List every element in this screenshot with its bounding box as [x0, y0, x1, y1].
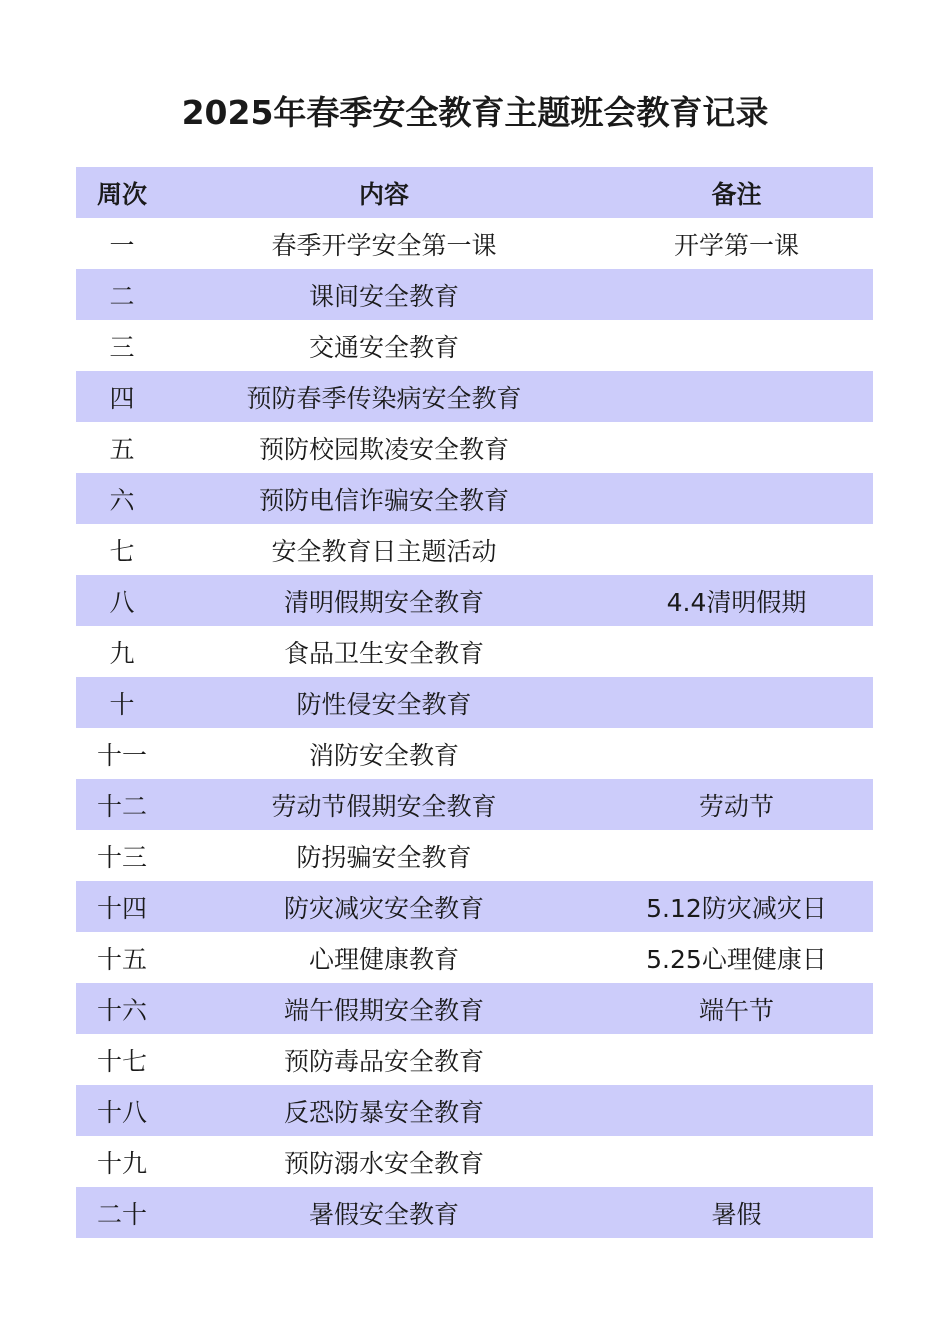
- table-row: [76, 932, 873, 983]
- table-row: [76, 473, 873, 524]
- row-content-cell: 防拐骗安全教育: [296, 842, 472, 872]
- row-week-cell: 十六: [96, 995, 147, 1025]
- table-row: [76, 830, 873, 881]
- table-row: [76, 983, 873, 1034]
- row-content-cell: 防性侵安全教育: [296, 689, 472, 719]
- table-row: [76, 1187, 873, 1238]
- row-note-cell: 暑假: [711, 1199, 762, 1229]
- row-week-cell: 十二: [96, 791, 147, 821]
- row-week-cell: 十: [109, 689, 135, 719]
- row-content-cell: 端午假期安全教育: [283, 995, 484, 1025]
- row-week-cell: 十四: [96, 893, 147, 923]
- table-row: [76, 422, 873, 473]
- row-content-cell: 交通安全教育: [308, 332, 459, 362]
- table-row: [76, 626, 873, 677]
- header-note: 备注: [711, 179, 762, 209]
- header-content: 内容: [358, 179, 409, 209]
- row-content-cell: 反恐防暴安全教育: [283, 1097, 484, 1127]
- row-week-cell: 十九: [96, 1148, 147, 1178]
- row-content-cell: 心理健康教育: [308, 944, 459, 974]
- row-content-cell: 防灾减灾安全教育: [283, 893, 484, 923]
- row-content-cell: 预防春季传染病安全教育: [246, 383, 522, 413]
- table-row: [76, 575, 873, 626]
- row-week-cell: 九: [109, 638, 135, 668]
- table-body: [76, 218, 873, 1238]
- row-content-cell: 安全教育日主题活动: [271, 536, 497, 566]
- row-content-cell: 预防校园欺凌安全教育: [258, 434, 509, 464]
- table-row: [76, 779, 873, 830]
- row-week-cell: 六: [109, 485, 135, 515]
- row-content-cell: 消防安全教育: [308, 740, 459, 770]
- table-row: [76, 1085, 873, 1136]
- row-week-cell: 七: [109, 536, 135, 566]
- row-content-cell: 劳动节假期安全教育: [271, 791, 497, 821]
- row-week-cell: 十五: [96, 944, 147, 974]
- table-row: [76, 371, 873, 422]
- row-week-cell: 二: [109, 281, 135, 311]
- row-week-cell: 十七: [96, 1046, 147, 1076]
- schedule-table: [76, 167, 873, 1238]
- row-week-cell: 一: [109, 230, 135, 260]
- table-row: [76, 218, 873, 269]
- row-content-cell: 预防毒品安全教育: [283, 1046, 484, 1076]
- row-content-cell: 春季开学安全第一课: [271, 230, 497, 260]
- table-row: [76, 881, 873, 932]
- row-note-cell: 端午节: [698, 995, 774, 1025]
- table-row: [76, 524, 873, 575]
- row-content-cell: 暑假安全教育: [308, 1199, 459, 1229]
- row-content-cell: 食品卫生安全教育: [283, 638, 484, 668]
- row-note-cell: 开学第一课: [673, 230, 799, 260]
- table-header-row: [76, 167, 873, 218]
- row-note-cell: 4.4清明假期: [666, 587, 807, 617]
- row-week-cell: 十三: [96, 842, 147, 872]
- row-note-cell: 劳动节: [698, 791, 774, 821]
- table-row: [76, 728, 873, 779]
- row-content-cell: 清明假期安全教育: [283, 587, 484, 617]
- row-week-cell: 十一: [96, 740, 147, 770]
- row-content-cell: 课间安全教育: [308, 281, 459, 311]
- table-row: [76, 1136, 873, 1187]
- row-week-cell: 十八: [96, 1097, 147, 1127]
- table-row: [76, 269, 873, 320]
- row-content-cell: 预防电信诈骗安全教育: [258, 485, 509, 515]
- row-week-cell: 三: [109, 332, 135, 362]
- row-content-cell: 预防溺水安全教育: [283, 1148, 484, 1178]
- row-week-cell: 五: [109, 434, 135, 464]
- row-week-cell: 二十: [96, 1199, 147, 1229]
- page-title: 2025年春季安全教育主题班会教育记录: [181, 93, 769, 130]
- table-row: [76, 1034, 873, 1085]
- table-row: [76, 677, 873, 728]
- row-week-cell: 八: [109, 587, 135, 617]
- table-row: [76, 320, 873, 371]
- row-note-cell: 5.25心理健康日: [646, 944, 827, 974]
- header-week: 周次: [96, 179, 147, 209]
- row-note-cell: 5.12防灾减灾日: [646, 893, 827, 923]
- row-week-cell: 四: [109, 383, 135, 413]
